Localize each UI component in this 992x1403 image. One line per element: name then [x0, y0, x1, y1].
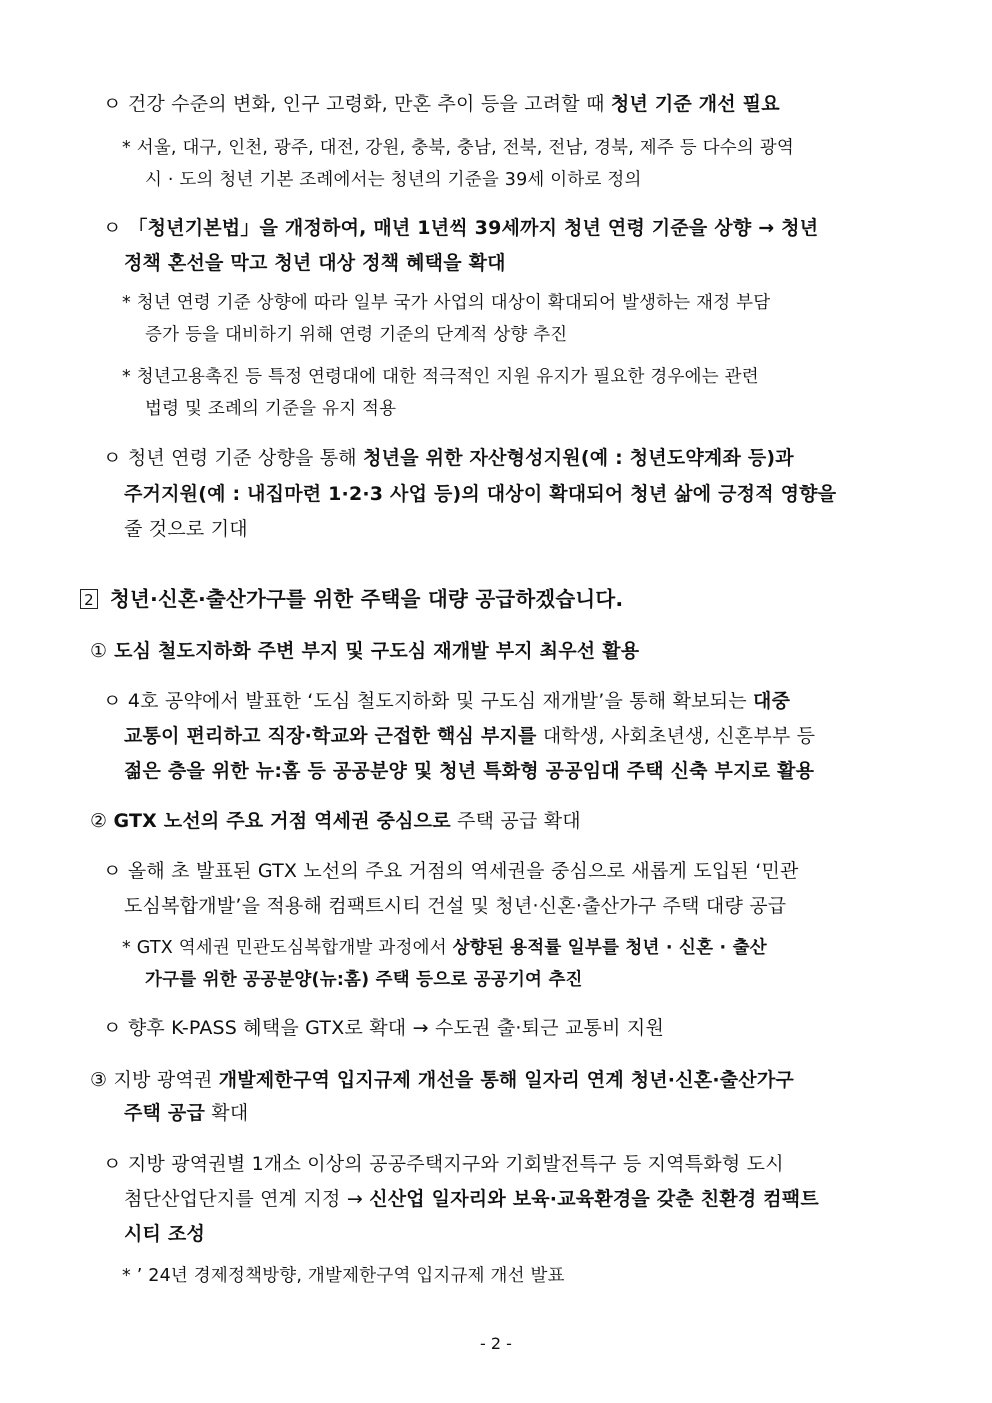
note-text: 증가 등을 대비하기 위해 연령 기준의 단계적 상향 추진 [145, 325, 568, 345]
bold-text: 젊은 층을 위한 뉴:홈 등 공공분양 및 청년 특화형 공공임대 주택 신축 부지로 활용 [124, 760, 815, 782]
note-line [145, 967, 583, 993]
subheading-title: 도심 철도지하화 주변 부지 및 구도심 재개발 부지 최우선 활용 [114, 640, 640, 662]
bold-text: 상향된 용적률 일부를 청년 · 신혼 · 출산 [452, 938, 767, 958]
bullet-marker: ㅇ [103, 1153, 122, 1175]
subheading-cont [124, 1100, 248, 1126]
bold-text: 신산업 일자리와 보육·교육환경을 갖춘 친환경 컴팩트 [369, 1188, 819, 1210]
note-text: 서울, 대구, 인천, 광주, 대전, 강원, 충북, 충남, 전북, 전남, 경북, 제주 등 다수의 광역 [136, 138, 794, 158]
bold-text: 시티 조성 [124, 1223, 206, 1245]
bullet-line [103, 858, 799, 884]
text: 올해 초 발표된 GTX 노선의 주요 거점의 역세권을 중심으로 새롭게 도입된 ‘민관 [127, 860, 799, 882]
bullet-marker: ㅇ [103, 860, 122, 882]
bold-text: 대중 [753, 690, 791, 712]
note-marker: * [122, 1266, 131, 1286]
note-marker: * [122, 138, 131, 158]
text: 줄 것으로 기대 [124, 518, 248, 540]
bullet-line-cont [124, 723, 815, 749]
bold-text: 주택 공급 [124, 1102, 206, 1124]
text: 주택 공급 확대 [450, 810, 581, 832]
text: 청년 연령 기준 상향을 통해 [127, 447, 364, 469]
bold-text: 교통이 편리하고 직장·학교와 근접한 핵심 부지를 [124, 725, 537, 747]
bold-text: 청년 기준 개선 필요 [610, 93, 780, 115]
note-text: 시 · 도의 청년 기본 조례에서는 청년의 기준을 39세 이하로 정의 [145, 170, 642, 190]
bullet-marker: ㅇ [103, 447, 122, 469]
text: 첨단산업단지를 연계 지정 → [124, 1188, 370, 1210]
bullet-line [103, 445, 794, 471]
subheading-title: GTX 노선의 주요 거점 역세권 중심으로 [113, 810, 451, 832]
bullet-marker: ㅇ [103, 1017, 122, 1039]
text: 지방 광역권 [113, 1069, 219, 1091]
text: 지방 광역권별 1개소 이상의 공공주택지구와 기회발전특구 등 지역특화형 도시 [127, 1153, 784, 1175]
item-number: ① [90, 640, 108, 662]
note-line [122, 364, 759, 390]
page-number: - 2 - [480, 1334, 512, 1353]
bullet-marker: ㅇ [103, 217, 122, 239]
item-number: ③ [90, 1069, 108, 1091]
bullet-line-cont [124, 1186, 819, 1212]
note-text: 청년고용촉진 등 특정 연령대에 대한 적극적인 지원 유지가 필요한 경우에는 관련 [136, 367, 759, 387]
subheading [90, 808, 581, 834]
bold-text: 주거지원(예 : 내집마련 1·2·3 사업 등)의 대상이 확대되어 청년 삶에 긍정적 영향을 [124, 483, 837, 505]
note-line [122, 935, 767, 961]
bold-text: 가구를 위한 공공분양(뉴:홈) 주택 등으로 공공기여 추진 [145, 970, 583, 990]
bullet-line [103, 688, 790, 714]
section-heading [80, 586, 623, 612]
note-text: 청년 연령 기준 상향에 따라 일부 국가 사업의 대상이 확대되어 발생하는 재정 부담 [136, 293, 771, 313]
note-line [145, 322, 567, 348]
bullet-marker: ㅇ [103, 690, 122, 712]
bullet-line-cont [124, 516, 248, 542]
bullet-line-cont [124, 1221, 205, 1247]
bullet-marker: ㅇ [103, 93, 122, 115]
bold-text: 「청년기본법」을 개정하여, 매년 1년씩 39세까지 청년 연령 기준을 상향 → 청년 [128, 217, 819, 239]
note-text: 법령 및 조례의 기준을 유지 적용 [145, 399, 397, 419]
text: 도심복합개발’을 적용해 컴팩트시티 건설 및 청년·신혼·출산가구 주택 대량 공급 [124, 895, 787, 917]
note-line [122, 1263, 565, 1289]
bullet-line-cont [124, 481, 836, 507]
text: 4호 공약에서 발표한 ‘도심 철도지하화 및 구도심 재개발’을 통해 확보되는 [127, 690, 754, 712]
text: 향후 K-PASS 혜택을 GTX로 확대 → 수도권 출·퇴근 교통비 지원 [127, 1017, 665, 1039]
note-marker: * [122, 367, 131, 387]
note-line [122, 290, 770, 316]
bullet-line [103, 215, 818, 241]
bold-text: 청년을 위한 자산형성지원(예 : 청년도약계좌 등)과 [363, 447, 794, 469]
note-text: GTX 역세권 민관도심복합개발 과정에서 [136, 938, 453, 958]
bullet-line [103, 1015, 664, 1041]
subheading [90, 1067, 794, 1093]
text: 확대 [205, 1102, 249, 1124]
section-title: 청년·신혼·출산가구를 위한 주택을 대량 공급하겠습니다. [110, 587, 624, 611]
bullet-line-cont [124, 758, 814, 784]
section-number-box: 2 [80, 589, 98, 609]
subheading [90, 638, 639, 664]
bullet-line [103, 1151, 784, 1177]
bold-text: 정책 혼선을 막고 청년 대상 정책 혜택을 확대 [124, 252, 506, 274]
note-line [145, 396, 396, 422]
text: 대학생, 사회초년생, 신혼부부 등 [536, 725, 816, 747]
note-text: ’ 24년 경제정책방향, 개발제한구역 입지규제 개선 발표 [136, 1266, 565, 1286]
bullet-line-cont [124, 893, 786, 919]
note-line [122, 135, 794, 161]
text: 건강 수준의 변화, 인구 고령화, 만혼 추이 등을 고려할 때 [127, 93, 611, 115]
subheading-title: 개발제한구역 입지규제 개선을 통해 일자리 연계 청년·신혼·출산가구 [218, 1069, 794, 1091]
bullet-line [103, 91, 780, 117]
bullet-line-cont [124, 250, 506, 276]
item-number: ② [90, 810, 108, 832]
note-marker: * [122, 293, 131, 313]
note-line [145, 167, 642, 193]
note-marker: * [122, 938, 131, 958]
